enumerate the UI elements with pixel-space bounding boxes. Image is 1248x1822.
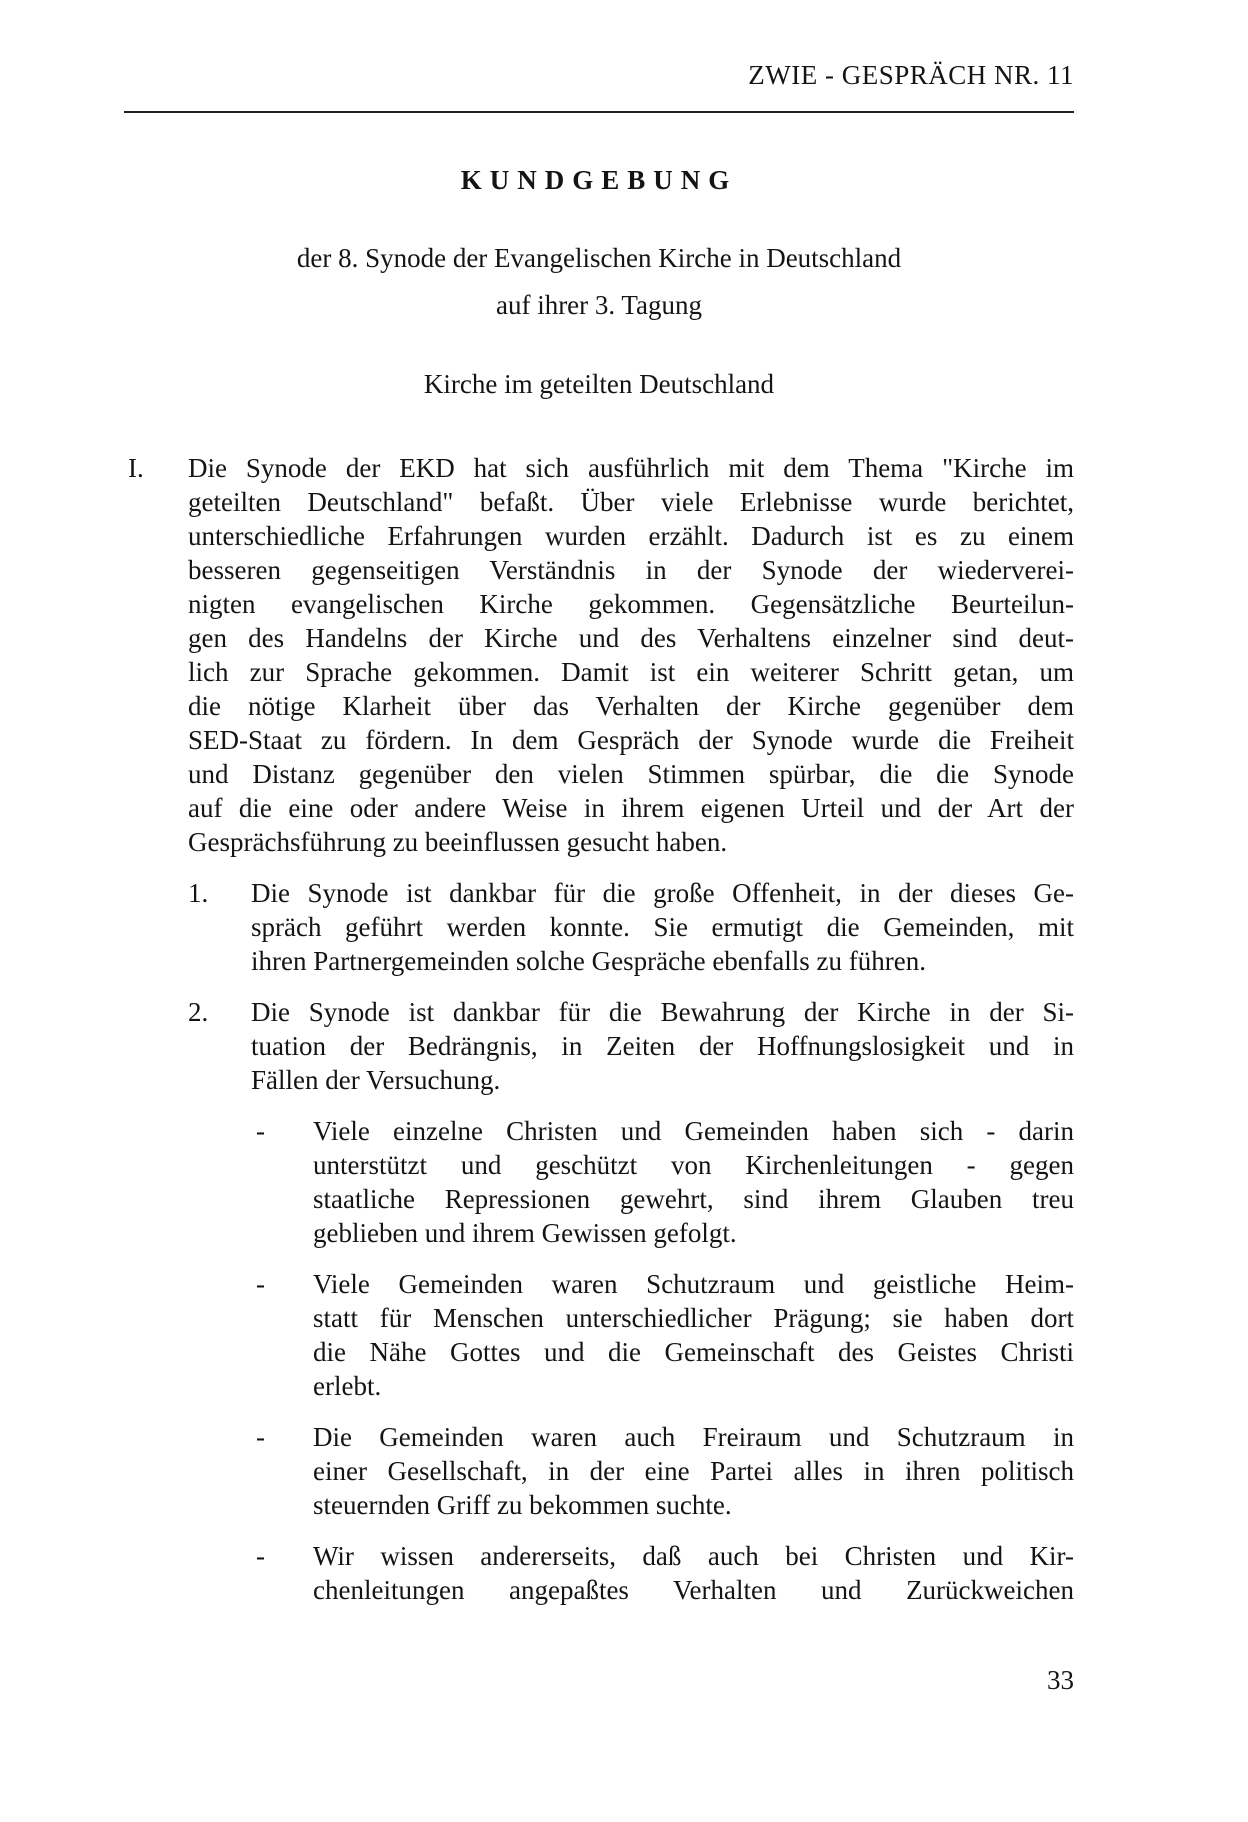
section-marker: I. (128, 453, 144, 483)
text-line: unterstützt und geschützt von Kirchenleitungen - gegen (313, 1150, 1074, 1180)
text-line: SED-Staat zu fördern. In dem Gespräch der Synode wurde die Freiheit (188, 725, 1074, 755)
text-line: Viele Gemeinden waren Schutzraum und geistliche Heim- (313, 1269, 1074, 1299)
text-line: chenleitungen angepaßtes Verhalten und Zurückweichen (313, 1575, 1074, 1605)
text-line: Die Synode ist dankbar für die Bewahrung der Kirche in der Si- (251, 997, 1074, 1027)
text-line: Die Synode ist dankbar für die große Offenheit, in der dieses Ge- (251, 878, 1074, 908)
text-line: lich zur Sprache gekommen. Damit ist ein weiterer Schritt getan, um (188, 657, 1074, 687)
bullet-dash: - (256, 1269, 265, 1299)
text-line: Viele einzelne Christen und Gemeinden haben sich - darin (313, 1116, 1074, 1146)
bullet-dash: - (256, 1541, 265, 1571)
text-line: auf die eine oder andere Weise in ihrem eigenen Urteil und der Art der (188, 793, 1074, 823)
bullet-dash: - (256, 1422, 265, 1452)
text-line: steuernden Griff zu bekommen suchte. (313, 1490, 732, 1520)
text-line: besseren gegenseitigen Verständnis in der Synode der wiederverei- (188, 555, 1074, 585)
item-marker: 1. (188, 878, 209, 908)
text-line: staatliche Repressionen gewehrt, sind ihrem Glauben treu (313, 1184, 1074, 1214)
text-line: unterschiedliche Erfahrungen wurden erzählt. Dadurch ist es zu einem (188, 521, 1074, 551)
text-line: und Distanz gegenüber den vielen Stimmen spürbar, die die Synode (188, 759, 1074, 789)
document-title: KUNDGEBUNG (460, 165, 738, 195)
text-line: spräch geführt werden konnte. Sie ermutigt die Gemeinden, mit (251, 912, 1074, 942)
text-line: ihren Partnergemeinden solche Gespräche ebenfalls zu führen. (251, 946, 926, 976)
text-line: nigten evangelischen Kirche gekommen. Gegensätzliche Beurteilun- (188, 589, 1074, 619)
item-marker: 2. (188, 997, 209, 1027)
text-line: Wir wissen andererseits, daß auch bei Christen und Kir- (313, 1541, 1074, 1571)
text-line: statt für Menschen unterschiedlicher Prägung; sie haben dort (313, 1303, 1074, 1333)
text-line: die nötige Klarheit über das Verhalten der Kirche gegenüber dem (188, 691, 1074, 721)
text-line: die Nähe Gottes und die Gemeinschaft des Geistes Christi (313, 1337, 1074, 1367)
text-line: Gesprächsführung zu beeinflussen gesucht haben. (188, 827, 728, 857)
page-number: 33 (1047, 1665, 1074, 1695)
header-rule (124, 111, 1074, 113)
text-line: Die Synode der EKD hat sich ausführlich mit dem Thema "Kirche im (188, 453, 1074, 483)
text-line: erlebt. (313, 1371, 382, 1401)
text-line: gen des Handelns der Kirche und des Verhaltens einzelner sind deut- (188, 623, 1074, 653)
text-line: Die Gemeinden waren auch Freiraum und Schutzraum in (313, 1422, 1074, 1452)
subtitle-line-1: der 8. Synode der Evangelischen Kirche in Deutschland (296, 243, 902, 273)
subtitle-line-2: auf ihrer 3. Tagung (495, 290, 703, 320)
text-line: Fällen der Versuchung. (251, 1065, 501, 1095)
bullet-dash: - (256, 1116, 265, 1146)
text-line: geteilten Deutschland" befaßt. Über viele Erlebnisse wurde berichtet, (188, 487, 1074, 517)
running-header: ZWIE - GESPRÄCH NR. 11 (748, 60, 1074, 90)
text-line: tuation der Bedrängnis, in Zeiten der Hoffnungslosigkeit und in (251, 1031, 1074, 1061)
text-line: geblieben und ihrem Gewissen gefolgt. (313, 1218, 737, 1248)
section-heading: Kirche im geteilten Deutschland (423, 369, 775, 399)
text-line: einer Gesellschaft, in der eine Partei alles in ihren politisch (313, 1456, 1074, 1486)
